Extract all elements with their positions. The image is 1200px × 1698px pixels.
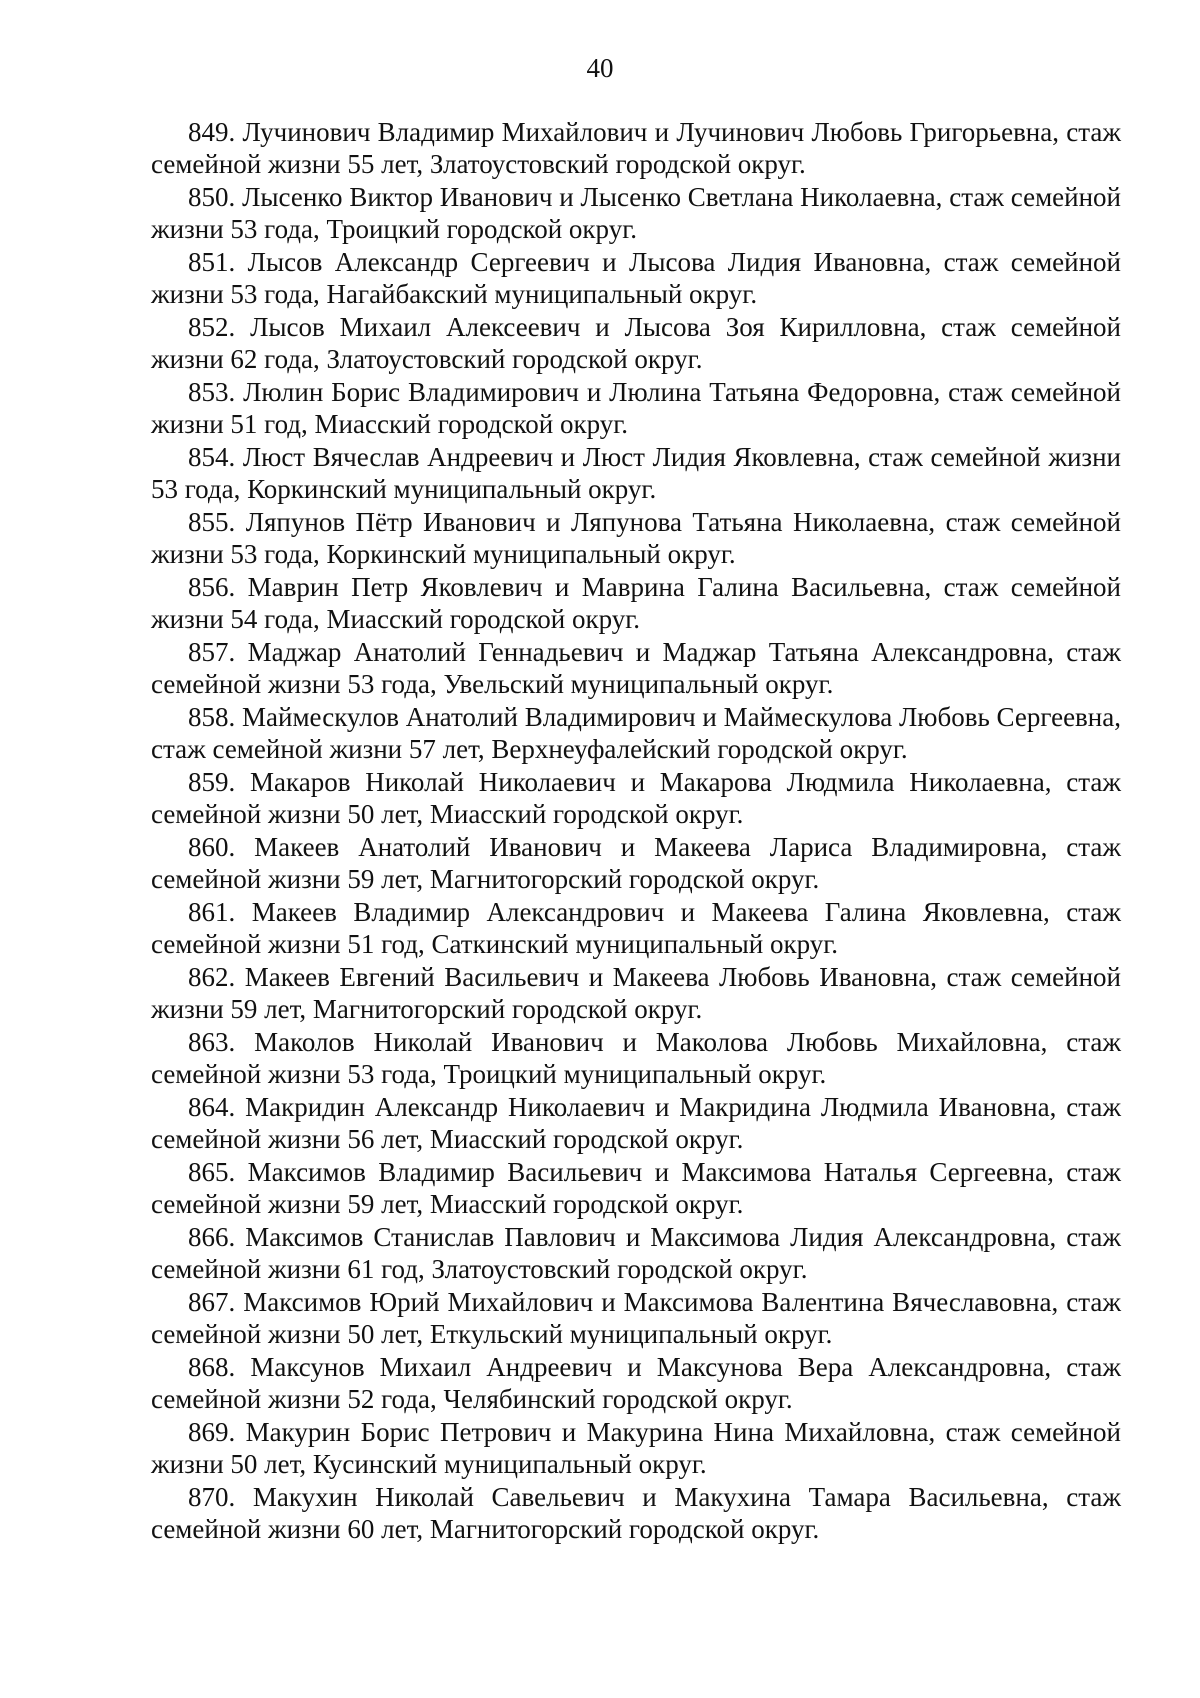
list-item: 851. Лысов Александр Сергеевич и Лысова Лидия Ивановна, стаж семейной жизни 53 года, Нагайбакский муниципальный округ. xyxy=(151,247,1121,309)
list-item: 855. Ляпунов Пётр Иванович и Ляпунова Татьяна Николаевна, стаж семейной жизни 53 года, Коркинский муниципальный округ. xyxy=(151,507,1121,569)
entry-list xyxy=(151,116,1121,1546)
list-item: 850. Лысенко Виктор Иванович и Лысенко Светлана Николаевна, стаж семейной жизни 53 года, Троицкий городской округ. xyxy=(151,182,1121,244)
list-item: 860. Макеев Анатолий Иванович и Макеева Лариса Владимировна, стаж семейной жизни 59 лет, Магнитогорский городской округ. xyxy=(151,832,1121,894)
page-number: 40 xyxy=(586,53,614,83)
list-item: 849. Лучинович Владимир Михайлович и Лучинович Любовь Григорьевна, стаж семейной жизни 55 лет, Златоустовский городской округ. xyxy=(151,117,1121,179)
list-item: 870. Макухин Николай Савельевич и Макухина Тамара Васильевна, стаж семейной жизни 60 лет, Магнитогорский городской округ. xyxy=(151,1482,1121,1544)
list-item: 865. Максимов Владимир Васильевич и Максимова Наталья Сергеевна, стаж семейной жизни 59 лет, Миасский городской округ. xyxy=(151,1157,1121,1219)
list-item: 859. Макаров Николай Николаевич и Макарова Людмила Николаевна, стаж семейной жизни 50 лет, Миасский городской округ. xyxy=(151,767,1121,829)
list-item: 867. Максимов Юрий Михайлович и Максимова Валентина Вячеславовна, стаж семейной жизни 50 лет, Еткульский муниципальный округ. xyxy=(151,1287,1121,1349)
list-item: 852. Лысов Михаил Алексеевич и Лысова Зоя Кирилловна, стаж семейной жизни 62 года, Златоустовский городской округ. xyxy=(151,312,1121,374)
list-item: 868. Максунов Михаил Андреевич и Максунова Вера Александровна, стаж семейной жизни 52 года, Челябинский городской округ. xyxy=(151,1352,1121,1414)
list-item: 861. Макеев Владимир Александрович и Макеева Галина Яковлевна, стаж семейной жизни 51 год, Саткинский муниципальный округ. xyxy=(151,897,1121,959)
list-item: 869. Макурин Борис Петрович и Макурина Нина Михайловна, стаж семейной жизни 50 лет, Кусинский муниципальный округ. xyxy=(151,1417,1121,1479)
list-item: 856. Маврин Петр Яковлевич и Маврина Галина Васильевна, стаж семейной жизни 54 года, Миасский городской округ. xyxy=(151,572,1121,634)
list-item: 853. Люлин Борис Владимирович и Люлина Татьяна Федоровна, стаж семейной жизни 51 год, Миасский городской округ. xyxy=(151,377,1121,439)
list-item: 862. Макеев Евгений Васильевич и Макеева Любовь Ивановна, стаж семейной жизни 59 лет, Магнитогорский городской округ. xyxy=(151,962,1121,1024)
list-item: 866. Максимов Станислав Павлович и Максимова Лидия Александровна, стаж семейной жизни 61 год, Златоустовский городской округ. xyxy=(151,1222,1121,1284)
list-item: 864. Макридин Александр Николаевич и Макридина Людмила Ивановна, стаж семейной жизни 56 лет, Миасский городской округ. xyxy=(151,1092,1121,1154)
list-item: 858. Маймескулов Анатолий Владимирович и Маймескулова Любовь Сергеевна, стаж семейной жизни 57 лет, Верхнеуфалейский городской округ. xyxy=(151,702,1121,764)
list-item: 857. Маджар Анатолий Геннадьевич и Маджар Татьяна Александровна, стаж семейной жизни 53 года, Увельский муниципальный округ. xyxy=(151,637,1121,699)
list-item: 854. Люст Вячеслав Андреевич и Люст Лидия Яковлевна, стаж семейной жизни 53 года, Коркинский муниципальный округ. xyxy=(151,442,1121,504)
list-item: 863. Маколов Николай Иванович и Маколова Любовь Михайловна, стаж семейной жизни 53 года, Троицкий муниципальный округ. xyxy=(151,1027,1121,1089)
